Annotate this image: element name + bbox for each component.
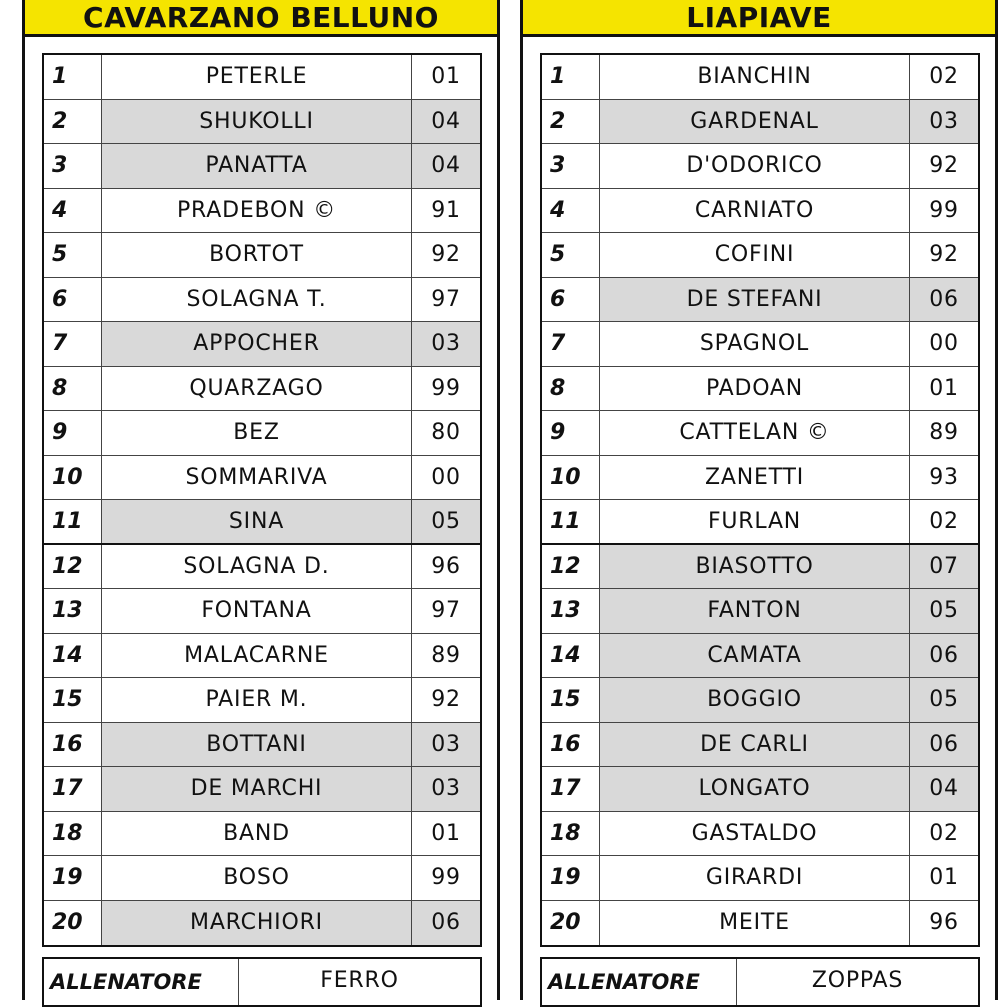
player-name: DE STEFANI [600,278,910,322]
shirt-number: 15 [542,678,600,722]
player-name: CARNIATO [600,189,910,233]
shirt-number: 19 [44,856,102,900]
birth-year: 05 [910,589,978,633]
birth-year: 01 [929,375,959,401]
team-panel-home [22,0,500,1000]
player-name: MEITE [600,901,910,946]
shirt-number: 7 [44,322,102,366]
table-row [44,901,480,946]
coach-name: FERRO [320,967,399,993]
table-row [542,100,978,145]
birth-year: 00 [929,331,959,357]
player-name: BOGGIO [600,678,910,722]
birth-year: 99 [431,375,461,401]
player-name: PAIER M. [102,678,412,722]
table-row [542,767,978,812]
shirt-number: 17 [542,767,600,811]
shirt-number: 8 [542,367,600,411]
shirt-number: 15 [44,678,102,722]
player-name: GIRARDI [600,856,910,900]
birth-year: 01 [431,820,461,846]
table-row [542,367,978,412]
birth-year: 97 [431,286,461,312]
table-row [542,233,978,278]
birth-year: 92 [431,687,461,713]
roster-table [540,53,980,947]
table-row [542,812,978,857]
player-name: FURLAN [600,500,910,543]
birth-year: 03 [412,322,480,366]
shirt-number: 12 [44,545,102,589]
birth-year: 92 [929,242,959,268]
birth-year: 89 [431,642,461,668]
table-row [44,500,480,545]
shirt-number: 18 [542,812,600,856]
birth-year: 97 [431,598,461,624]
birth-year: 80 [431,420,461,446]
coach-label: ALLENATORE [542,959,737,1005]
player-name: MALACARNE [102,634,412,678]
table-row [44,678,480,723]
player-name: LONGATO [600,767,910,811]
shirt-number: 9 [542,411,600,455]
table-row [542,901,978,946]
shirt-number: 7 [542,322,600,366]
birth-year: 06 [910,634,978,678]
birth-year: 02 [929,820,959,846]
shirt-number: 13 [542,589,600,633]
player-name: PANATTA [102,144,412,188]
table-row [44,322,480,367]
player-name: SHUKOLLI [102,100,412,144]
shirt-number: 19 [542,856,600,900]
shirt-number: 8 [44,367,102,411]
birth-year: 99 [431,865,461,891]
roster-table [42,53,482,947]
player-name: BIANCHIN [600,55,910,99]
table-row [542,278,978,323]
birth-year: 03 [412,767,480,811]
shirt-number: 3 [542,144,600,188]
table-row [44,367,480,412]
table-row [542,411,978,456]
birth-year: 06 [910,723,978,767]
shirt-number: 14 [542,634,600,678]
player-name: D'ODORICO [600,144,910,188]
table-row [542,723,978,768]
table-row [542,144,978,189]
table-row [44,456,480,501]
birth-year: 07 [910,545,978,589]
shirt-number: 20 [542,901,600,946]
birth-year: 05 [910,678,978,722]
player-name: GARDENAL [600,100,910,144]
shirt-number: 3 [44,144,102,188]
table-row [44,812,480,857]
player-name: FONTANA [102,589,412,633]
player-name: BEZ [102,411,412,455]
birth-year: 91 [431,197,461,223]
player-name: SOLAGNA T. [102,278,412,322]
player-name: SOLAGNA D. [102,545,412,589]
table-row [44,856,480,901]
player-name: MARCHIORI [102,901,412,946]
birth-year: 96 [431,553,461,579]
table-row [44,278,480,323]
player-name: FANTON [600,589,910,633]
player-name: BIASOTTO [600,545,910,589]
birth-year: 02 [929,64,959,90]
table-row [44,545,480,590]
shirt-number: 1 [542,55,600,99]
table-row [44,100,480,145]
table-row [44,634,480,679]
shirt-number: 5 [542,233,600,277]
table-row [44,189,480,234]
birth-year: 96 [929,910,959,936]
birth-year: 92 [431,242,461,268]
table-row [44,55,480,100]
birth-year: 06 [910,278,978,322]
table-row [44,723,480,768]
player-name: COFINI [600,233,910,277]
player-name: APPOCHER [102,322,412,366]
player-name: ZANETTI [600,456,910,500]
birth-year: 92 [929,153,959,179]
team-name: CAVARZANO BELLUNO [25,0,497,37]
shirt-number: 12 [542,545,600,589]
shirt-number: 17 [44,767,102,811]
shirt-number: 6 [44,278,102,322]
birth-year: 06 [412,901,480,946]
coach-name: ZOPPAS [811,967,904,993]
table-row [542,189,978,234]
player-name: PADOAN [600,367,910,411]
shirt-number: 2 [44,100,102,144]
birth-year: 03 [910,100,978,144]
table-row [542,678,978,723]
shirt-number: 14 [44,634,102,678]
shirt-number: 4 [542,189,600,233]
player-name: DE CARLI [600,723,910,767]
player-name: GASTALDO [600,812,910,856]
birth-year: 01 [929,865,959,891]
player-name: PETERLE [102,55,412,99]
player-name: BAND [102,812,412,856]
player-name: BOTTANI [102,723,412,767]
table-row [542,589,978,634]
player-name: SPAGNOL [600,322,910,366]
birth-year: 05 [412,500,480,543]
player-name: SINA [102,500,412,543]
player-name: BOSO [102,856,412,900]
player-name: BORTOT [102,233,412,277]
coach-label: ALLENATORE [44,959,239,1005]
shirt-number: 10 [542,456,600,500]
player-name: CATTELAN © [600,411,910,455]
birth-year: 04 [910,767,978,811]
birth-year: 03 [412,723,480,767]
birth-year: 99 [929,197,959,223]
shirt-number: 9 [44,411,102,455]
table-row [44,411,480,456]
table-row [44,767,480,812]
shirt-number: 6 [542,278,600,322]
table-row [542,500,978,545]
birth-year: 00 [431,464,461,490]
shirt-number: 4 [44,189,102,233]
birth-year: 89 [929,420,959,446]
table-row [44,589,480,634]
birth-year: 04 [412,144,480,188]
table-row [542,322,978,367]
player-name: PRADEBON © [102,189,412,233]
team-panel-away [520,0,998,1000]
table-row [44,144,480,189]
birth-year: 93 [929,464,959,490]
birth-year: 01 [431,64,461,90]
shirt-number: 11 [44,500,102,543]
table-row [542,456,978,501]
shirt-number: 13 [44,589,102,633]
table-row [44,233,480,278]
shirt-number: 11 [542,500,600,543]
player-name: CAMATA [600,634,910,678]
birth-year: 04 [412,100,480,144]
shirt-number: 10 [44,456,102,500]
player-name: DE MARCHI [102,767,412,811]
shirt-number: 2 [542,100,600,144]
birth-year: 02 [929,508,959,534]
shirt-number: 16 [44,723,102,767]
table-row [542,55,978,100]
shirt-number: 5 [44,233,102,277]
table-row [542,856,978,901]
team-name: LIAPIAVE [523,0,995,37]
shirt-number: 16 [542,723,600,767]
shirt-number: 20 [44,901,102,946]
shirt-number: 1 [44,55,102,99]
table-row [542,545,978,590]
player-name: QUARZAGO [102,367,412,411]
table-row [542,634,978,679]
shirt-number: 18 [44,812,102,856]
player-name: SOMMARIVA [102,456,412,500]
